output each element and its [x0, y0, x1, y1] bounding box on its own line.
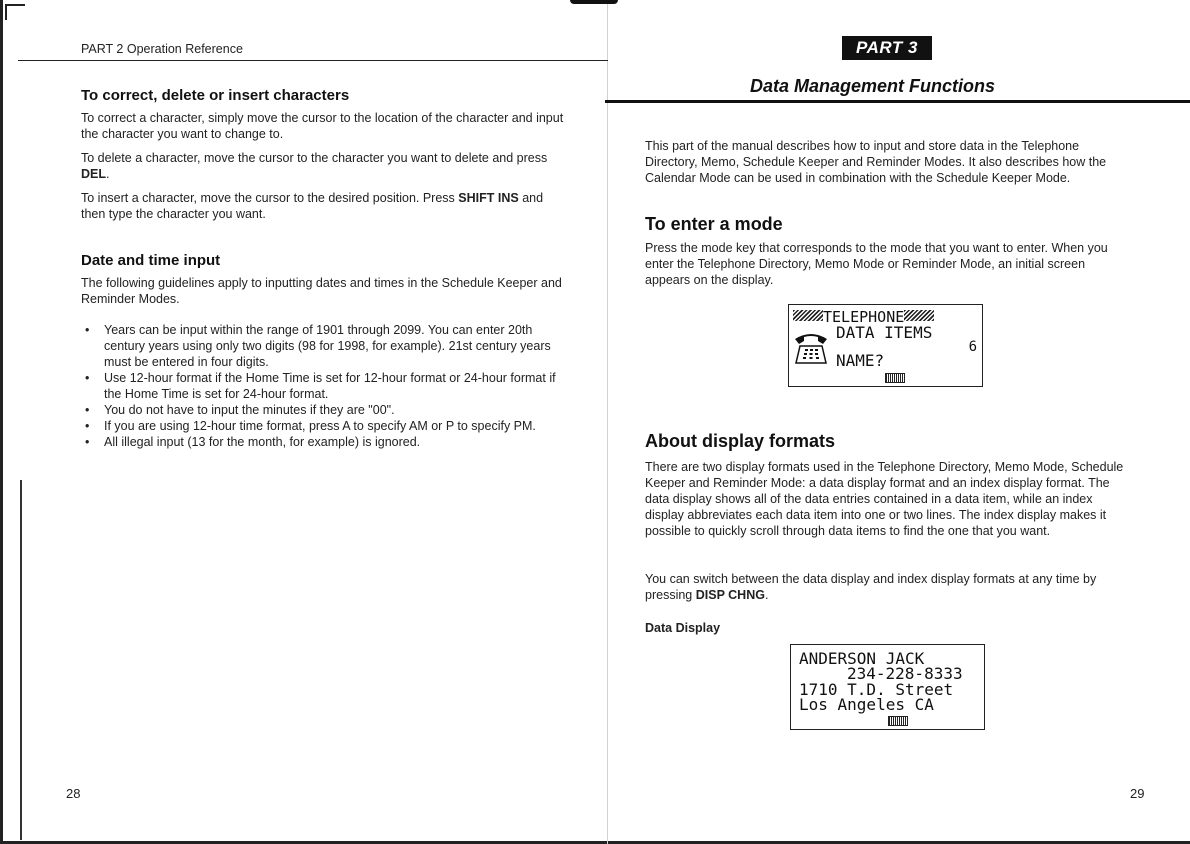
lcd-hatch-left	[793, 310, 823, 321]
part-badge: PART 3	[842, 36, 932, 60]
lcd-mode-icon	[885, 373, 905, 383]
heading-enter-mode: To enter a mode	[645, 214, 783, 234]
para-insert-tail: and then type the character you want.	[81, 191, 544, 221]
para-date-intro: The following guidelines apply to inputting dates and times in the Schedule Keeper and Reminder Modes.	[81, 276, 562, 306]
para-insert-text: To insert a character, move the cursor to the desired position. Press	[81, 191, 455, 205]
telephone-icon	[793, 327, 829, 367]
key-del: DEL	[81, 167, 106, 181]
list-item: • Years can be input within the range of 1901 through 2099. You can enter 20th century years using only two digits (98 for 1998, for example). 21st century years must be entered in four digits.	[81, 322, 566, 370]
running-head-rule	[18, 60, 608, 61]
para-insert	[81, 190, 566, 222]
para-correct: To correct a character, simply move the cursor to the location of the character and input the character you want to change to.	[81, 111, 564, 141]
heading-date-time-input: Date and time input	[81, 252, 221, 269]
page-number-left: 28	[66, 786, 81, 801]
lcd-row-street: 1710 T.D. Street	[799, 680, 954, 699]
lcd-item-count: 6	[968, 339, 977, 355]
subhead-data-display: Data Display	[645, 621, 721, 635]
page-number-right: 29	[1130, 786, 1145, 801]
lcd-row-name: ANDERSON JACK	[799, 649, 925, 668]
lcd-header-text: TELEPHONE	[823, 308, 905, 326]
para-delete: To delete a character, move the cursor to the character you want to delete and press DEL.	[81, 151, 548, 181]
para-switch-text: You can switch between the data display and index display formats at any time by pressing	[645, 572, 1097, 602]
heading-correct-delete-insert: To correct, delete or insert characters	[81, 87, 350, 104]
lcd-data-display	[790, 644, 985, 730]
running-head: PART 2 Operation Reference	[81, 42, 243, 56]
lcd-initial-screen	[788, 304, 983, 387]
para-enter-mode: Press the mode key that corresponds to the mode that you want to enter. When you enter the Telephone Directory, Memo Mode or Reminder Mode, an initial screen appears on the display.	[645, 241, 1108, 287]
list-item: • If you are using 12-hour time format, press A to specify AM or P to specify PM.	[81, 418, 566, 434]
para-switch-format: You can switch between the data display and index display formats at any time by pressing DISP CHNG.	[645, 572, 1097, 602]
key-shift-ins: SHIFT INS	[458, 191, 519, 205]
lcd-data-items: DATA ITEMS	[836, 323, 933, 342]
lcd-name-prompt: NAME?	[836, 351, 885, 370]
list-item: • Use 12-hour format if the Home Time is set for 12-hour format or 24-hour format if the Home Time is set for 24-hour format.	[81, 370, 566, 402]
key-disp-chng: DISP CHNG	[695, 588, 765, 602]
list-item: • You do not have to input the minutes if they are "00".	[81, 402, 566, 418]
right-page	[605, 0, 1190, 844]
lcd-mode-icon	[888, 716, 908, 726]
part-intro: This part of the manual describes how to input and store data in the Telephone Directory, Memo, Schedule Keeper and Reminder Modes. It also describes how the Calendar Mode can be used in combination with the Schedule Keeper Mode.	[645, 139, 1107, 185]
lcd-row-city: Los Angeles CA	[799, 695, 934, 714]
date-guidelines-list	[81, 322, 566, 450]
chapter-title: Data Management Functions	[750, 76, 996, 96]
list-item: • All illegal input (13 for the month, for example) is ignored.	[81, 434, 566, 450]
lcd-hatch-right	[904, 310, 934, 321]
chapter-rule	[605, 100, 1190, 103]
heading-display-formats: About display formats	[645, 431, 836, 451]
para-delete-text: To delete a character, move the cursor to the character you want to delete and press	[81, 151, 548, 165]
lcd-row-phone: 234-228-8333	[847, 664, 963, 683]
para-display-formats: There are two display formats used in the Telephone Directory, Memo Mode, Schedule Keeper and Reminder Mode: a data display format and an index display format. The data display shows all of the data entries contained in a data item, while an index display abbreviates each data item into one or two lines. The index display makes it possible to quickly scroll through data items to find the one that you want.	[645, 460, 1124, 538]
